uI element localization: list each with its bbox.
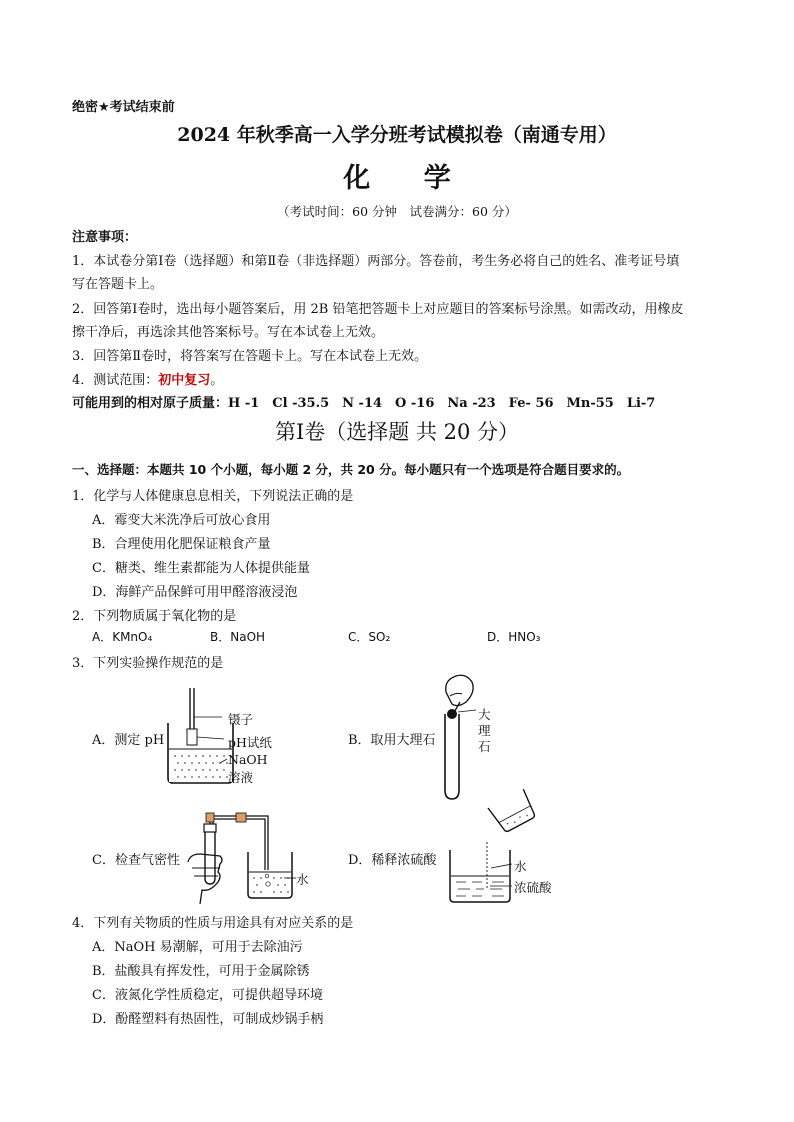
q4-stem: 4．下列有关物质的性质与用途具有对应关系的是 [72,916,354,931]
atomic-mass-values: H -1 Cl -35.5 N -14 O -16 Na -23 Fe- 56 Mn-55 Li-7 [228,396,656,411]
q3-option-d: D．稀释浓硫酸 [348,853,437,868]
q1-option-d: D．海鲜产品保鲜可用甲醛溶液浸泡 [92,585,298,600]
water-label-d: 水 [514,859,527,874]
confidential-label: 绝密★考试结束前 [72,100,175,115]
marble-label-1: 大 [478,707,491,722]
water-label-c: 水 [296,872,309,887]
q4-option-b: B．盐酸具有挥发性，可用于金属除锈 [92,964,310,979]
solution-label: 溶液 [228,770,254,785]
q3-option-c: C．检查气密性 [92,853,180,868]
concentrated-acid-label: 浓硫酸 [514,880,552,895]
subject-title: 化 学 [343,163,473,194]
exam-title: 2024 年秋季高一入学分班考试模拟卷（南通专用） [177,124,617,146]
q2-option-b: B．NaOH [210,630,266,644]
exam-time-info: （考试时间：60 分钟 试卷满分：60 分） [277,204,517,219]
naoh-label: NaOH [228,752,268,767]
atomic-mass-line [72,392,655,411]
q2-option-a: A．KMnO₄ [92,630,153,644]
note-1-line-1: 1．本试卷分第Ⅰ卷（选择题）和第Ⅱ卷（非选择题）两部分。答卷前，考生务必将自己的姓名、准考证号填 [72,254,680,269]
ph-paper-label: pH试纸 [228,735,272,750]
q2-stem: 2．下列物质属于氧化物的是 [72,609,237,624]
note-2-line-2: 擦干净后，再选涂其他答案标号。写在本试卷上无效。 [72,325,385,340]
marble-diagram [436,672,506,802]
note-4-suffix: 。 [210,373,224,388]
q3-stem: 3．下列实验操作规范的是 [72,656,224,671]
q2-option-d: D．HNO₃ [487,630,541,644]
section-instruction: 一、选择题：本题共 10 个小题，每小题 2 分，共 20 分。每小题只有一个选项是符合题目要求的。 [72,462,630,477]
note-4-prefix: 4．测试范围： [72,373,159,388]
q2-option-c: C．SO₂ [348,630,391,644]
note-2-line-1: 2．回答第Ⅰ卷时，选出每小题答案后，用 2B 铅笔把答题卡上对应题目的答案标号涂黑。如需改动，用橡皮 [72,302,684,317]
q4-option-c: C．液氮化学性质稳定，可提供超导环境 [92,988,323,1003]
q1-option-b: B．合理使用化肥保证粮食产量 [92,537,271,552]
test-scope: 初中复习 [158,373,211,388]
q1-option-a: A．霉变大米洗净后可放心食用 [92,513,271,528]
notes-heading: 注意事项： [72,230,138,245]
note-3: 3．回答第Ⅱ卷时，将答案写在答题卡上。写在本试卷上无效。 [72,349,428,364]
q3-option-a: A．测定 pH [92,733,165,748]
marble-label-2: 理 [478,723,491,738]
marble-label-3: 石 [478,739,491,754]
airtightness-diagram [184,812,304,907]
section-title: 第Ⅰ卷（选择题 共 20 分） [274,420,520,444]
q3-option-b: B．取用大理石 [348,733,436,748]
q4-option-a: A．NaOH 易潮解，可用于去除油污 [92,940,303,955]
q1-stem: 1．化学与人体健康息息相关，下列说法正确的是 [72,489,354,504]
tweezers-label: 镊子 [228,712,254,727]
note-1-line-2: 写在答题卡上。 [72,277,164,292]
q4-option-d: D．酚醛塑料有热固性，可制成炒锅手柄 [92,1012,324,1027]
atomic-mass-label: 可能用到的相对原子质量： [72,396,229,411]
q1-option-c: C．糖类、维生素都能为人体提供能量 [92,561,310,576]
note-4 [72,369,223,388]
